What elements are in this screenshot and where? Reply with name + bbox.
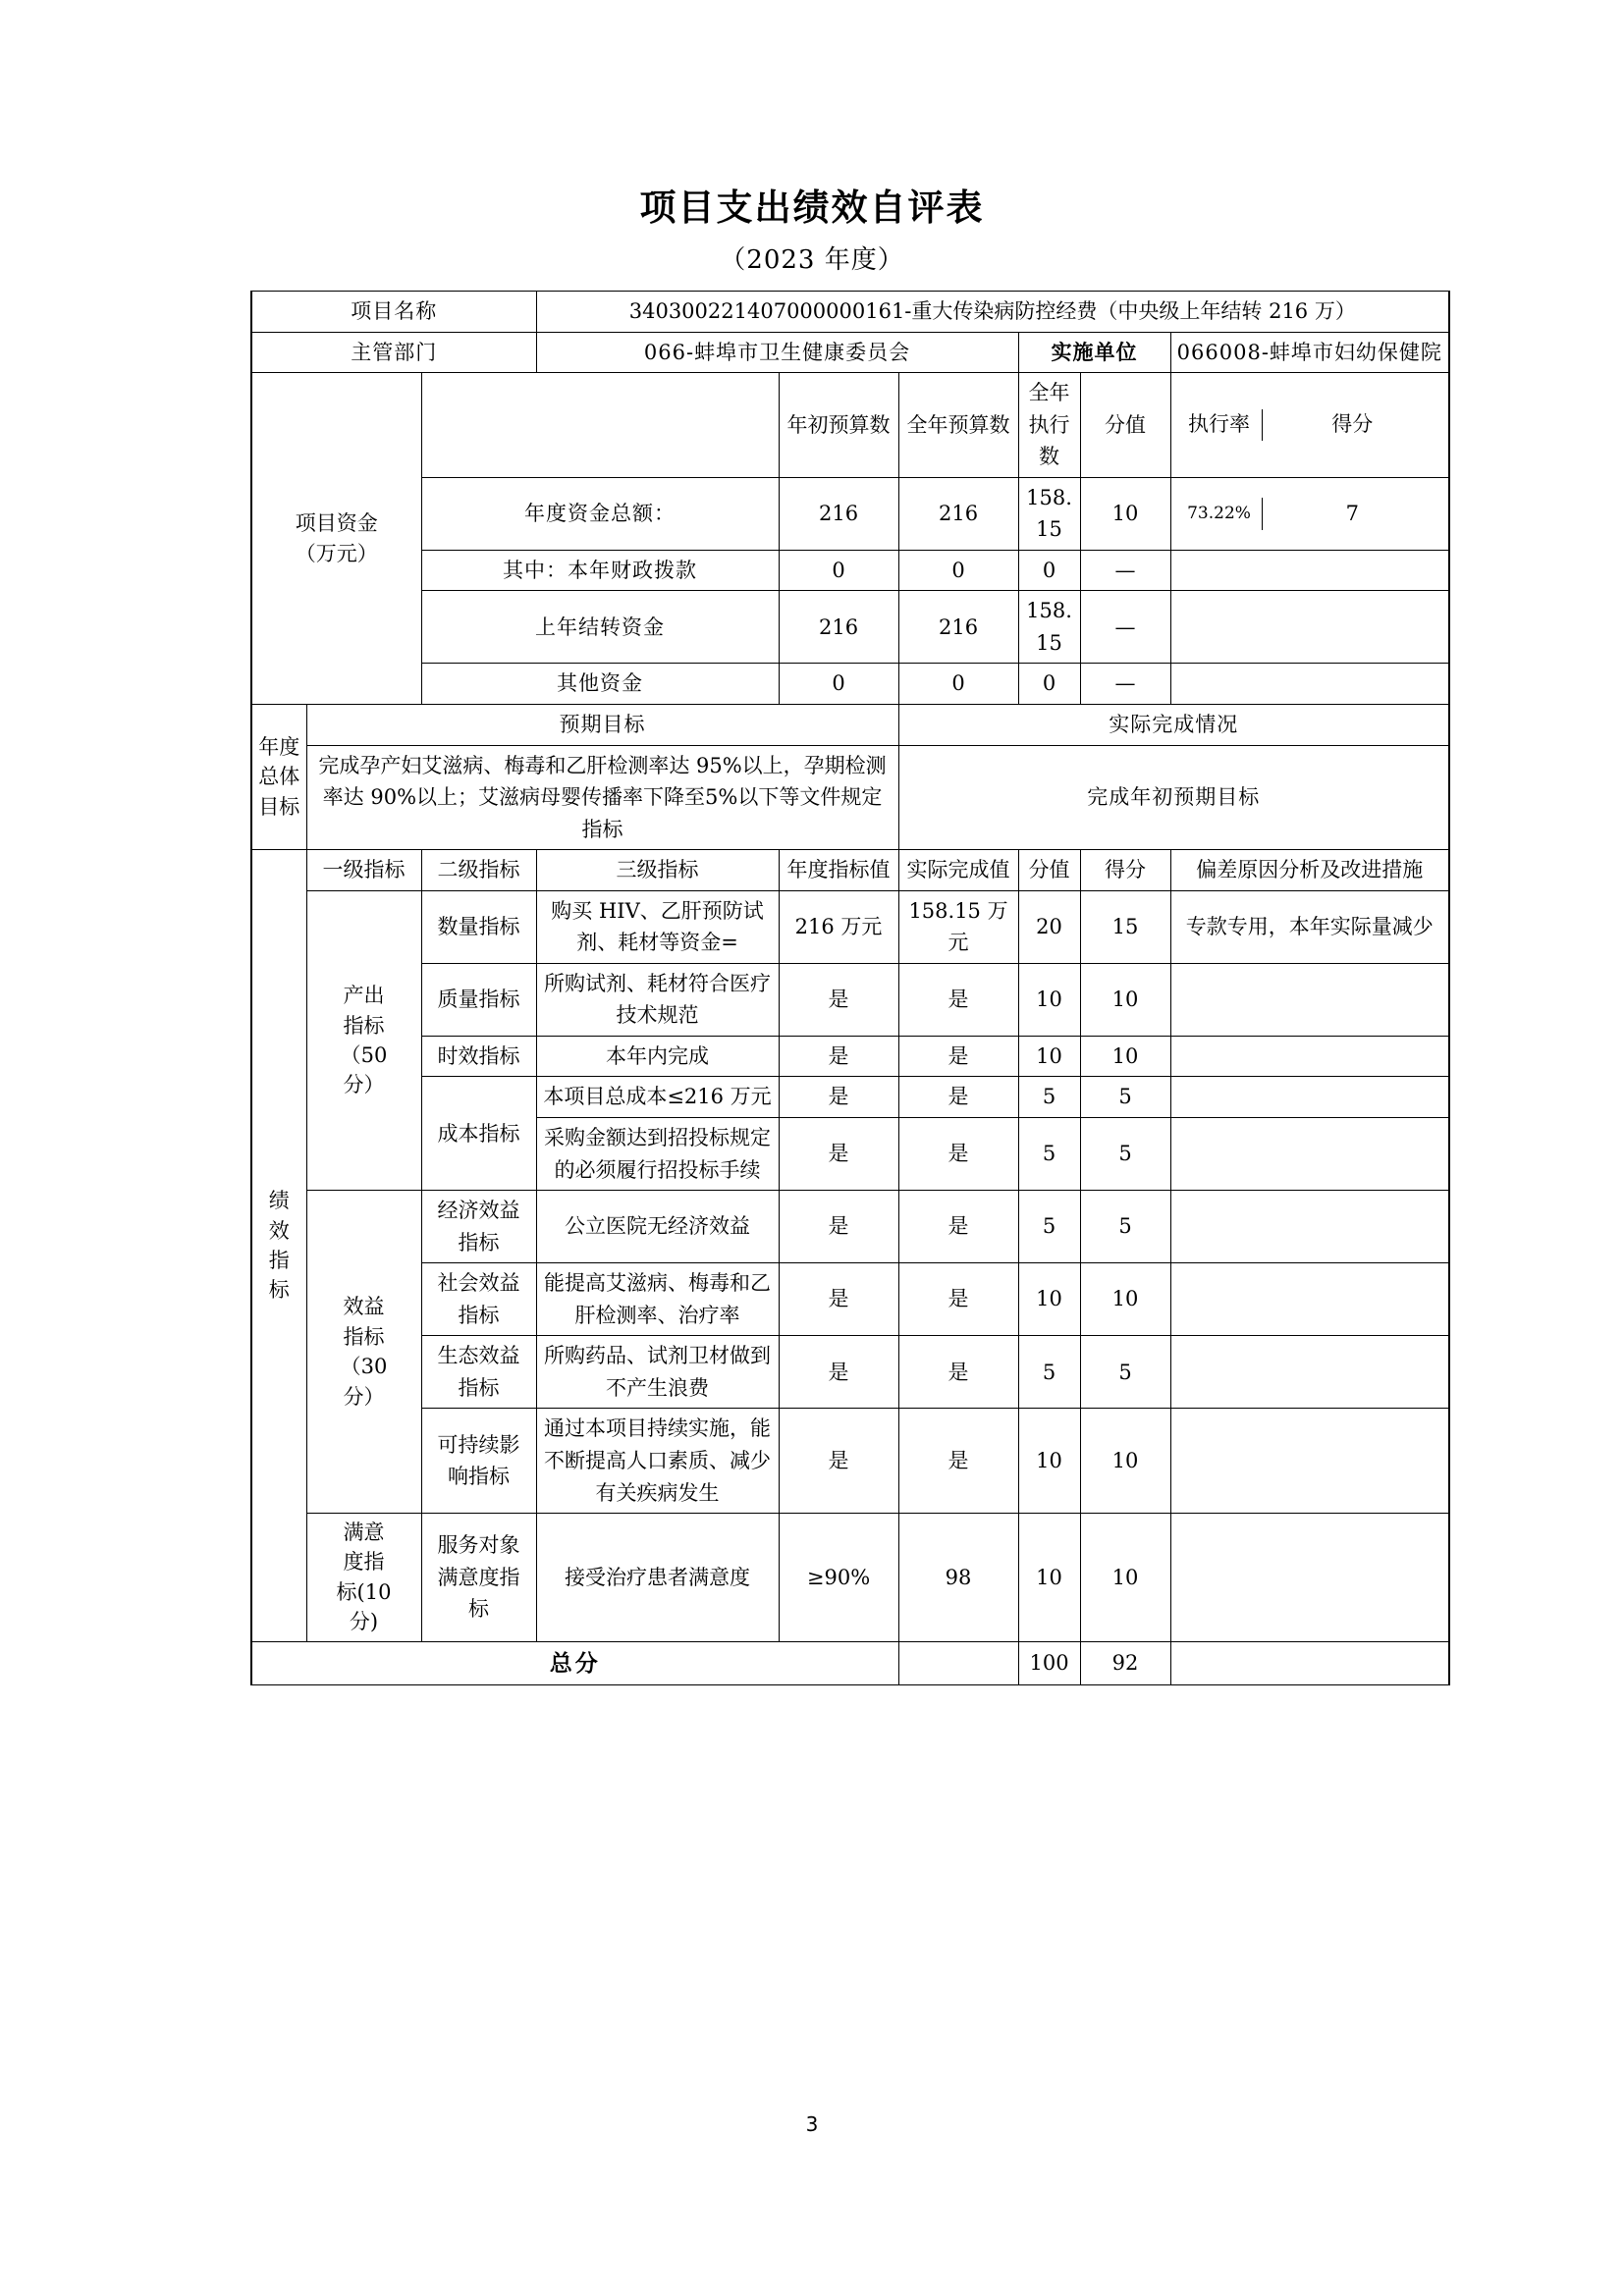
col-year-exec: 全年执行数	[1018, 373, 1080, 478]
indicator-score-value: 5	[1018, 1191, 1080, 1263]
col-fund-score: 得分	[1331, 412, 1374, 437]
page-number: 3	[805, 2112, 819, 2136]
fund-year-exec: 158.15	[1018, 477, 1080, 550]
total-label: 总分	[251, 1641, 898, 1685]
department-value: 066-蚌埠市卫生健康委员会	[536, 332, 1018, 373]
implementing-unit-label: 实施单位	[1018, 332, 1170, 373]
target-value: 是	[779, 1336, 898, 1409]
fund-rate-score-cell	[1170, 550, 1449, 591]
indicators-side-label: 绩 效 指 标	[251, 850, 306, 1642]
fund-row-label: 其中：本年财政拨款	[421, 550, 779, 591]
deviation-analysis	[1170, 1118, 1449, 1191]
deviation-analysis	[1170, 1191, 1449, 1263]
row-indicator-timeliness	[251, 1036, 1449, 1077]
fund-year-exec: 0	[1018, 550, 1080, 591]
level2-indicator: 成本指标	[421, 1077, 536, 1191]
performance-self-evaluation-table	[250, 291, 1448, 1685]
row-indicator-cost-1	[251, 1077, 1449, 1118]
actual-value: 158.15 万元	[898, 890, 1018, 963]
fund-score-value: 10	[1080, 477, 1170, 550]
level3-indicator: 通过本项目持续实施，能不断提高人口素质、减少有关疾病发生	[536, 1409, 779, 1514]
deviation-analysis: 专款专用，本年实际量减少	[1170, 890, 1449, 963]
deviation-analysis	[1170, 1077, 1449, 1118]
group-label-satisfaction: 满意 度指 标(10 分)	[306, 1514, 421, 1642]
target-value: ≥90%	[779, 1514, 898, 1642]
fund-row-label: 年度资金总额：	[421, 477, 779, 550]
target-value: 是	[779, 963, 898, 1036]
actual-value: 是	[898, 1263, 1018, 1336]
col-begin-budget: 年初预算数	[779, 373, 898, 478]
fund-row-label: 上年结转资金	[421, 591, 779, 664]
indicator-score-value: 10	[1018, 1263, 1080, 1336]
level2-indicator: 服务对象满意度指标	[421, 1514, 536, 1642]
level3-indicator: 购买 HIV、乙肝预防试剂、耗材等资金=	[536, 890, 779, 963]
funds-side-label: 项目资金 （万元）	[251, 373, 421, 705]
level2-indicator: 生态效益指标	[421, 1336, 536, 1409]
row-total-score	[251, 1641, 1449, 1685]
col-score-value: 分值	[1080, 373, 1170, 478]
fund-year-exec: 0	[1018, 664, 1080, 705]
indicator-score-value: 10	[1018, 1514, 1080, 1642]
row-funds-other	[251, 664, 1449, 705]
total-deviation	[1170, 1641, 1449, 1685]
fund-row-label: 其他资金	[421, 664, 779, 705]
deviation-analysis	[1170, 1409, 1449, 1514]
fund-year-exec: 158.15	[1018, 591, 1080, 664]
fund-begin-budget: 0	[779, 550, 898, 591]
expected-goal-header: 预期目标	[306, 705, 898, 746]
row-project-name	[251, 292, 1449, 333]
total-score-value: 100	[1018, 1641, 1080, 1685]
fund-year-budget: 216	[898, 477, 1018, 550]
row-funds-total	[251, 477, 1449, 550]
indicator-score-value: 10	[1018, 1409, 1080, 1514]
level3-indicator: 能提高艾滋病、梅毒和乙肝检测率、治疗率	[536, 1263, 779, 1336]
actual-value: 是	[898, 1336, 1018, 1409]
expected-goal-text: 完成孕产妇艾滋病、梅毒和乙肝检测率达 95%以上，孕期检测率达 90%以上；艾滋病母婴传播率下降至5%以下等文件规定指标	[306, 745, 898, 850]
fund-begin-budget: 216	[779, 477, 898, 550]
fund-rate-score-cell	[1170, 591, 1449, 664]
level2-indicator: 经济效益指标	[421, 1191, 536, 1263]
indicator-score-value: 5	[1018, 1336, 1080, 1409]
col-exec-rate: 执行率	[1177, 409, 1263, 441]
deviation-analysis	[1170, 1514, 1449, 1642]
level2-indicator: 社会效益指标	[421, 1263, 536, 1336]
actual-value: 是	[898, 1036, 1018, 1077]
col-target-value: 年度指标值	[779, 850, 898, 891]
fund-score-value: —	[1080, 664, 1170, 705]
actual-value: 是	[898, 1077, 1018, 1118]
row-indicator-quality	[251, 963, 1449, 1036]
col-deviation-analysis: 偏差原因分析及改进措施	[1170, 850, 1449, 891]
indicator-score: 5	[1080, 1191, 1170, 1263]
indicator-score-value: 5	[1018, 1077, 1080, 1118]
row-indicator-headers	[251, 850, 1449, 891]
deviation-analysis	[1170, 1263, 1449, 1336]
deviation-analysis	[1170, 963, 1449, 1036]
indicator-score: 15	[1080, 890, 1170, 963]
indicator-score-value: 10	[1018, 1036, 1080, 1077]
fund-exec-rate: 73.22%	[1177, 498, 1263, 530]
implementing-unit-value: 066008-蚌埠市妇幼保健院	[1170, 332, 1449, 373]
actual-value: 是	[898, 1118, 1018, 1191]
group-label-output: 产出 指标 （50 分）	[306, 890, 421, 1190]
project-name-label: 项目名称	[251, 292, 536, 333]
level2-indicator: 时效指标	[421, 1036, 536, 1077]
level2-indicator: 数量指标	[421, 890, 536, 963]
target-value: 是	[779, 1036, 898, 1077]
row-department	[251, 332, 1449, 373]
fund-begin-budget: 216	[779, 591, 898, 664]
col-level2-indicator: 二级指标	[421, 850, 536, 891]
fund-score-value: —	[1080, 591, 1170, 664]
col-indicator-score: 得分	[1080, 850, 1170, 891]
row-funds-appropriation	[251, 550, 1449, 591]
level2-indicator: 质量指标	[421, 963, 536, 1036]
fund-score-value: —	[1080, 550, 1170, 591]
row-indicator-ecological	[251, 1336, 1449, 1409]
col-exec-rate-and-score	[1170, 373, 1449, 478]
fund-year-budget: 0	[898, 550, 1018, 591]
annual-goal-side-label: 年度 总体 目标	[251, 705, 306, 850]
row-annual-goal-header	[251, 705, 1449, 746]
indicator-score: 10	[1080, 1036, 1170, 1077]
indicator-score: 5	[1080, 1336, 1170, 1409]
actual-value: 98	[898, 1514, 1018, 1642]
target-value: 是	[779, 1409, 898, 1514]
total-score: 92	[1080, 1641, 1170, 1685]
group-label-benefit: 效益 指标 （30 分）	[306, 1191, 421, 1514]
indicator-score: 5	[1080, 1077, 1170, 1118]
level3-indicator: 采购金额达到招投标规定的必须履行招投标手续	[536, 1118, 779, 1191]
target-value: 216 万元	[779, 890, 898, 963]
level3-indicator: 本项目总成本≤216 万元	[536, 1077, 779, 1118]
fund-year-budget: 216	[898, 591, 1018, 664]
actual-value: 是	[898, 1191, 1018, 1263]
fund-year-budget: 0	[898, 664, 1018, 705]
indicator-score-value: 5	[1018, 1118, 1080, 1191]
actual-value: 是	[898, 963, 1018, 1036]
row-indicator-quantity	[251, 890, 1449, 963]
actual-completion-text: 完成年初预期目标	[898, 745, 1449, 850]
row-funds-carryover	[251, 591, 1449, 664]
funds-header-blank	[421, 373, 779, 478]
row-indicator-social	[251, 1263, 1449, 1336]
total-actual-blank	[898, 1641, 1018, 1685]
level3-indicator: 本年内完成	[536, 1036, 779, 1077]
title-block	[0, 185, 1624, 276]
target-value: 是	[779, 1118, 898, 1191]
target-value: 是	[779, 1191, 898, 1263]
level2-indicator: 可持续影响指标	[421, 1409, 536, 1514]
indicator-score: 10	[1080, 963, 1170, 1036]
col-level1-indicator: 一级指标	[306, 850, 421, 891]
row-indicator-economic	[251, 1191, 1449, 1263]
target-value: 是	[779, 1077, 898, 1118]
col-year-budget: 全年预算数	[898, 373, 1018, 478]
level3-indicator: 所购试剂、耗材符合医疗技术规范	[536, 963, 779, 1036]
target-value: 是	[779, 1263, 898, 1336]
page-title: 项目支出绩效自评表	[639, 186, 985, 229]
level3-indicator: 所购药品、试剂卫材做到不产生浪费	[536, 1336, 779, 1409]
department-label: 主管部门	[251, 332, 536, 373]
level3-indicator: 接受治疗患者满意度	[536, 1514, 779, 1642]
fund-rate-score-cell	[1170, 664, 1449, 705]
page-subtitle: （2023 年度）	[720, 245, 904, 276]
deviation-analysis	[1170, 1336, 1449, 1409]
indicator-score: 10	[1080, 1263, 1170, 1336]
actual-value: 是	[898, 1409, 1018, 1514]
row-annual-goal-body	[251, 745, 1449, 850]
indicator-score-value: 10	[1018, 963, 1080, 1036]
level3-indicator: 公立医院无经济效益	[536, 1191, 779, 1263]
row-funds-header	[251, 373, 1449, 478]
row-indicator-satisfaction	[251, 1514, 1449, 1642]
row-indicator-sustainability	[251, 1409, 1449, 1514]
col-indicator-score-value: 分值	[1018, 850, 1080, 891]
actual-completion-header: 实际完成情况	[898, 705, 1449, 746]
col-level3-indicator: 三级指标	[536, 850, 779, 891]
deviation-analysis	[1170, 1036, 1449, 1077]
fund-score: 7	[1345, 502, 1359, 525]
col-actual-value: 实际完成值	[898, 850, 1018, 891]
project-name-value: 340300221407000000161-重大传染病防控经费（中央级上年结转 216 万）	[536, 292, 1449, 333]
indicator-score: 10	[1080, 1514, 1170, 1642]
fund-rate-score-cell	[1170, 477, 1449, 550]
fund-begin-budget: 0	[779, 664, 898, 705]
indicator-score: 5	[1080, 1118, 1170, 1191]
indicator-score-value: 20	[1018, 890, 1080, 963]
indicator-score: 10	[1080, 1409, 1170, 1514]
